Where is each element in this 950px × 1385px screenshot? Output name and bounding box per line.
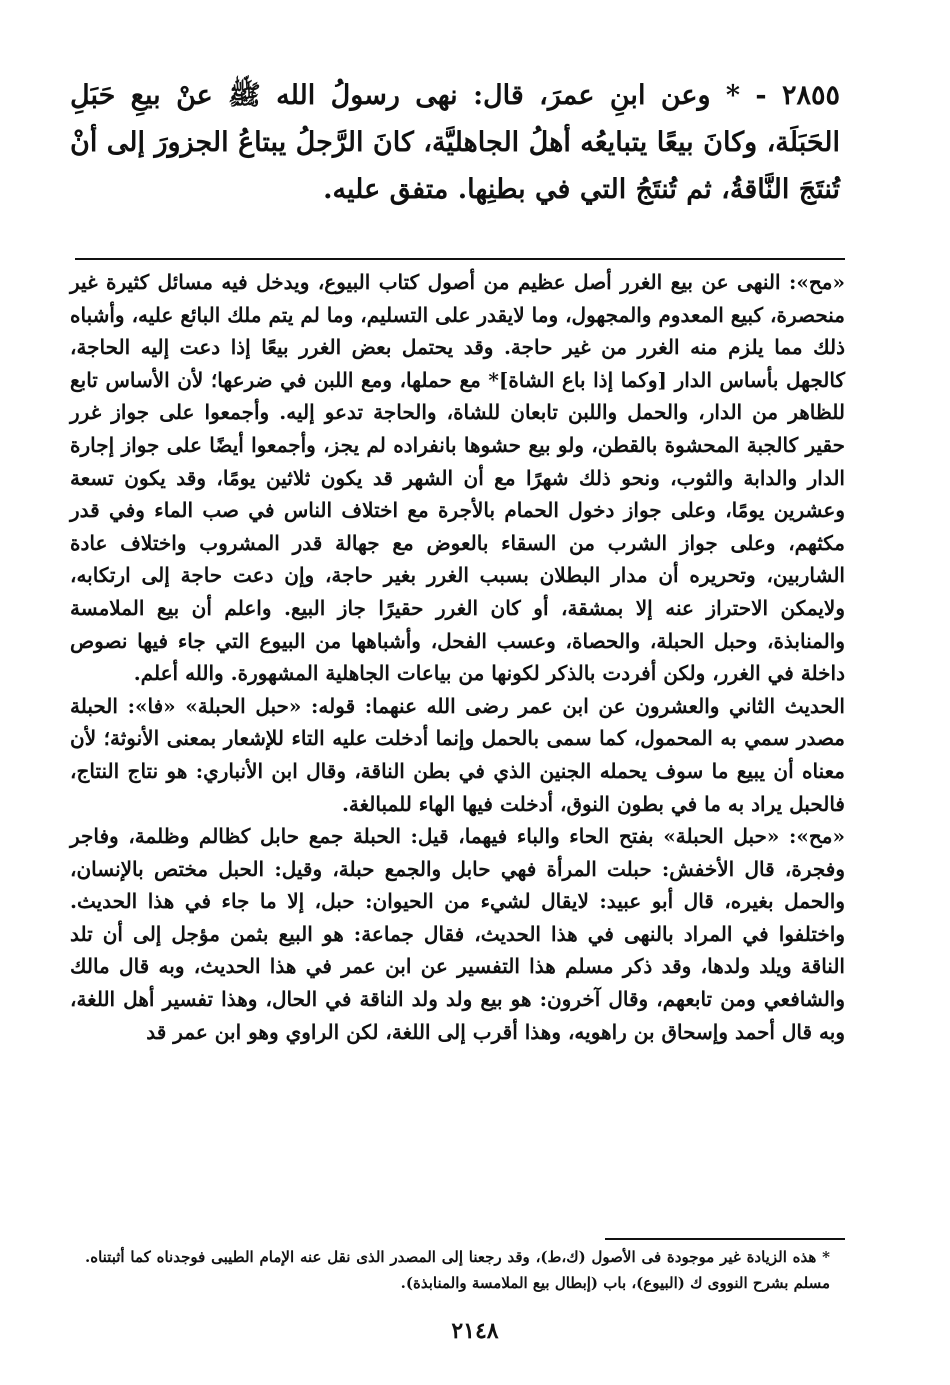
page-number: ٢١٤٨ <box>451 1318 499 1344</box>
section-divider <box>75 258 845 260</box>
footnote-divider <box>605 1238 845 1240</box>
hadith-text: ٢٨٥٥ - * وعن ابنِ عمرَ، قال: نهى رسولُ الله ﷺ عنْ بيعِ حَبَلِ الحَبَلَة، وكانَ بيعًا يتبايعُه أهلُ الجاهليَّة، كانَ الرَّجلُ يبتاعُ الجزورَ إلى أنْ تُنتَجَ النَّاقةُ، ثم تُنتَجُ التي في بطنِها. متفق عليه. <box>70 80 840 205</box>
footnote-text: * هذه الزيادة غير موجودة فى الأصول (ك،ط)، وقد رجعنا إلى المصدر الذى نقل عنه الإمام الطيبى فوجدناه كما أثبتناه. مسلم بشرح النووى ك (البيوع)، باب (إبطال بيع الملامسة والمنابذة). <box>85 1248 830 1292</box>
commentary-paragraph: «مح»: النهى عن بيع الغرر أصل عظيم من أصول كتاب البيوع، ويدخل فيه مسائل كثيرة غير منحصرة، كبيع المعدوم والمجهول، وما لايقدر على التسليم، وما لم يتم ملك البائع عليه، وأشباه ذلك مما يلزم منه الغرر من غير حاجة. وقد يحتمل بعض الغرر بيعًا إذا دعت إليه الحاجة، كالجهل بأساس الدار [وكما إذا باع الشاة]* مع حملها، ومع اللبن في ضرعها؛ لأن الأساس تابع للظاهر من الدار، والحمل واللبن تابعان للشاة، والحاجة تدعو إليه. وأجمعوا على جواز غرر حقير كالجبة المحشوة بالقطن، ولو بيع حشوها بانفراده لم يجز، وأجمعوا أيضًا على جواز إجارة الدار والدابة والثوب، ونحو ذلك شهرًا مع أن الشهر قد يكون ثلاثين يومًا، وقد يكون تسعة وعشرين يومًا، وعلى جواز دخول الحمام بالأجرة مع اختلاف الناس في صب الماء وفي قدر مكثهم، وعلى جواز الشرب من السقاء بالعوض مع جهالة قدر المشروب واختلاف عادة الشاربين، وتحريره أن مدار البطلان بسبب الغرر بغير حاجة، وإن دعت حاجة إلى ارتكابه، ولايمكن الاحتراز عنه إلا بمشقة، أو كان الغرر حقيرًا جاز البيع. واعلم أن بيع الملامسة والمنابذة، وحبل الحبلة، والحصاة، وعسب الفحل، وأشباهها من البيوع التي جاء فيها نصوص داخلة في الغرر، ولكن أفردت بالذكر لكونها من بياعات الجاهلية المشهورة. والله أعلم. <box>70 270 845 686</box>
commentary-body <box>70 266 845 1048</box>
commentary-paragraph: «مح»: «حبل الحبلة» بفتح الحاء والباء فيهما، قيل: الحبلة جمع حابل كظالم وظلمة، وفاجر وفجرة، قال الأخفش: حبلت المرأة فهي حابل والجمع حبلة، وقيل: الحبل مختص بالإنسان، والحمل بغيره، قال أبو عبيد: لايقال لشيء من الحيوان: حبل، إلا ما جاء في هذا الحديث. واختلفوا في المراد بالنهى في هذا الحديث، فقال جماعة: هو البيع بثمن مؤجل إلى أن تلد الناقة ويلد ولدها، وقد ذكر مسلم هذا التفسير عن ابن عمر في هذا الحديث، وبه قال مالك والشافعي ومن تابعهم، وقال آخرون: هو بيع ولد ولد الناقة في الحال، وهذا تفسير أهل اللغة، وبه قال أحمد وإسحاق بن راهويه، وهذا أقرب إلى اللغة، لكن الراوي وهو ابن عمر قد <box>70 824 845 1044</box>
commentary-paragraph: الحديث الثاني والعشرون عن ابن عمر رضى الله عنهما: قوله: «حبل الحبلة» «فا»: الحبلة مصدر سمي به المحمول، كما سمى بالحمل وإنما أدخلت عليه التاء للإشعار بمعنى الأنوثة؛ لأن معناه أن يبيع ما سوف يحمله الجنين الذي في بطن الناقة، وقال ابن الأنباري: هو نتاج النتاج، فالحبل يراد به ما في بطون النوق، أدخلت فيها الهاء للمبالغة. <box>70 693 845 816</box>
